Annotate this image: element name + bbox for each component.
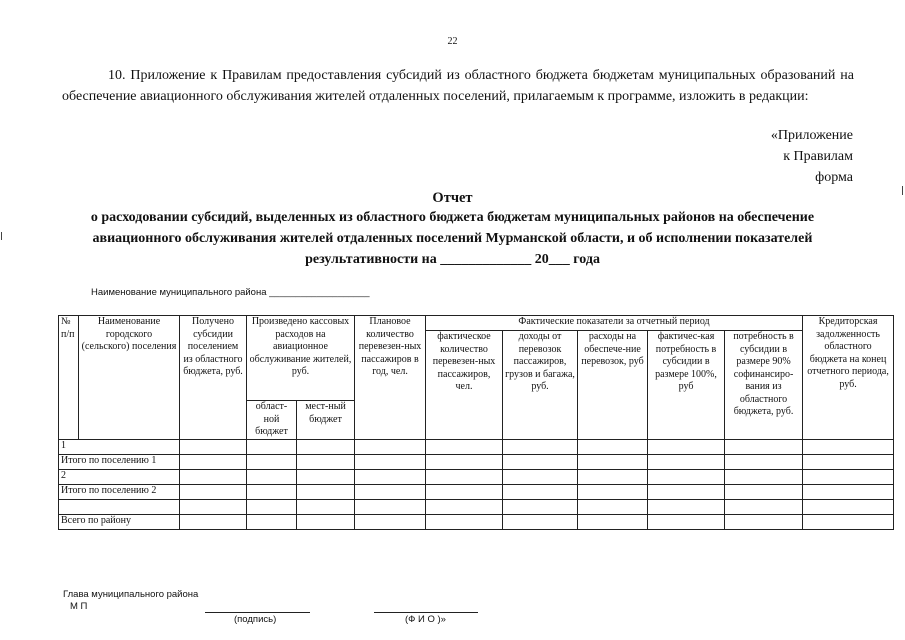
header-actual-passengers: фактическое количество перевезен-ных пассажиров, чел. xyxy=(426,331,503,440)
header-num: № п/п xyxy=(59,316,79,440)
row-label: Всего по району xyxy=(59,515,180,530)
table-row xyxy=(59,455,894,470)
header-cash-expenses: Произведено кассовых расходов на авиационное обслуживание жителей, руб. xyxy=(247,316,355,401)
district-name-label: Наименование муниципального района ___________________ xyxy=(91,287,370,298)
signature-caption: (подпись) xyxy=(234,614,277,625)
header-subsidy-need-90: потребность в субсидии в размере 90% софинансиро-вания из областного бюджета, руб. xyxy=(725,331,803,440)
table-row xyxy=(59,500,894,515)
header-local-budget: мест-ный бюджет xyxy=(297,401,355,440)
row-label: 1 xyxy=(59,440,180,455)
header-subsidy-received: Получено субсидии поселением из областного бюджета, руб. xyxy=(180,316,247,440)
header-settlement-name: Наименование городского (сельского) поселения xyxy=(79,316,180,440)
report-subtitle-line-1: о расходовании субсидий, выделенных из областного бюджета бюджетам муниципальных районов на обеспечение xyxy=(90,210,815,225)
table-row xyxy=(59,515,894,530)
row-label: 2 xyxy=(59,470,180,485)
row-label: Итого по поселению 2 xyxy=(59,485,180,500)
table-header-row xyxy=(59,316,894,331)
signature-line xyxy=(205,612,310,613)
header-creditor-debt: Кредиторская задолженность областного бюджета на конец отчетного периода, руб. xyxy=(803,316,894,440)
header-planned-passengers: Плановое количество перевезен-ных пассажиров в год, чел. xyxy=(355,316,426,440)
table-row xyxy=(59,485,894,500)
header-transport-costs: расходы на обеспече-ние перевозок, руб xyxy=(578,331,648,440)
appendix-heading: «Приложение xyxy=(770,128,853,143)
stamp-label: М П xyxy=(70,601,88,612)
page-number: 22 xyxy=(447,36,458,47)
row-label: Итого по поселению 1 xyxy=(59,455,180,470)
scan-edge-mark xyxy=(902,186,903,195)
table-row xyxy=(59,470,894,485)
appendix-form-label: форма xyxy=(815,170,853,185)
header-transport-income: доходы от перевозок пассажиров, грузов и багажа, руб. xyxy=(503,331,578,440)
row-label xyxy=(59,500,180,515)
report-subtitle-line-3: результативности на _____________ 20___ года xyxy=(305,252,600,267)
head-of-district-label: Глава муниципального района xyxy=(63,589,199,600)
header-actual-subsidy-need: фактичес-кая потребность в субсидии в размере 100%, руб xyxy=(648,331,725,440)
header-actual-indicators: Фактические показатели за отчетный период xyxy=(426,316,803,331)
appendix-rules-label: к Правилам xyxy=(783,149,853,164)
full-name-line xyxy=(374,612,478,613)
report-table xyxy=(58,315,894,530)
full-name-caption: (Ф И О )» xyxy=(405,614,446,625)
report-subtitle-line-2: авиационного обслуживания жителей отдаленных поселений Мурманской области, и об исполнении показателей xyxy=(92,231,813,246)
intro-paragraph: 10. Приложение к Правилам предоставления субсидий из областного бюджета бюджетам муниципальных образований на обеспечение авиационного обслуживания жителей отдаленных поселений, прилагаемым к программе, изложить в редакции: xyxy=(62,68,854,104)
table-row xyxy=(59,440,894,455)
header-regional-budget: област-ной бюджет xyxy=(247,401,297,440)
scan-edge-mark xyxy=(1,232,2,240)
report-title: Отчет xyxy=(432,190,473,206)
